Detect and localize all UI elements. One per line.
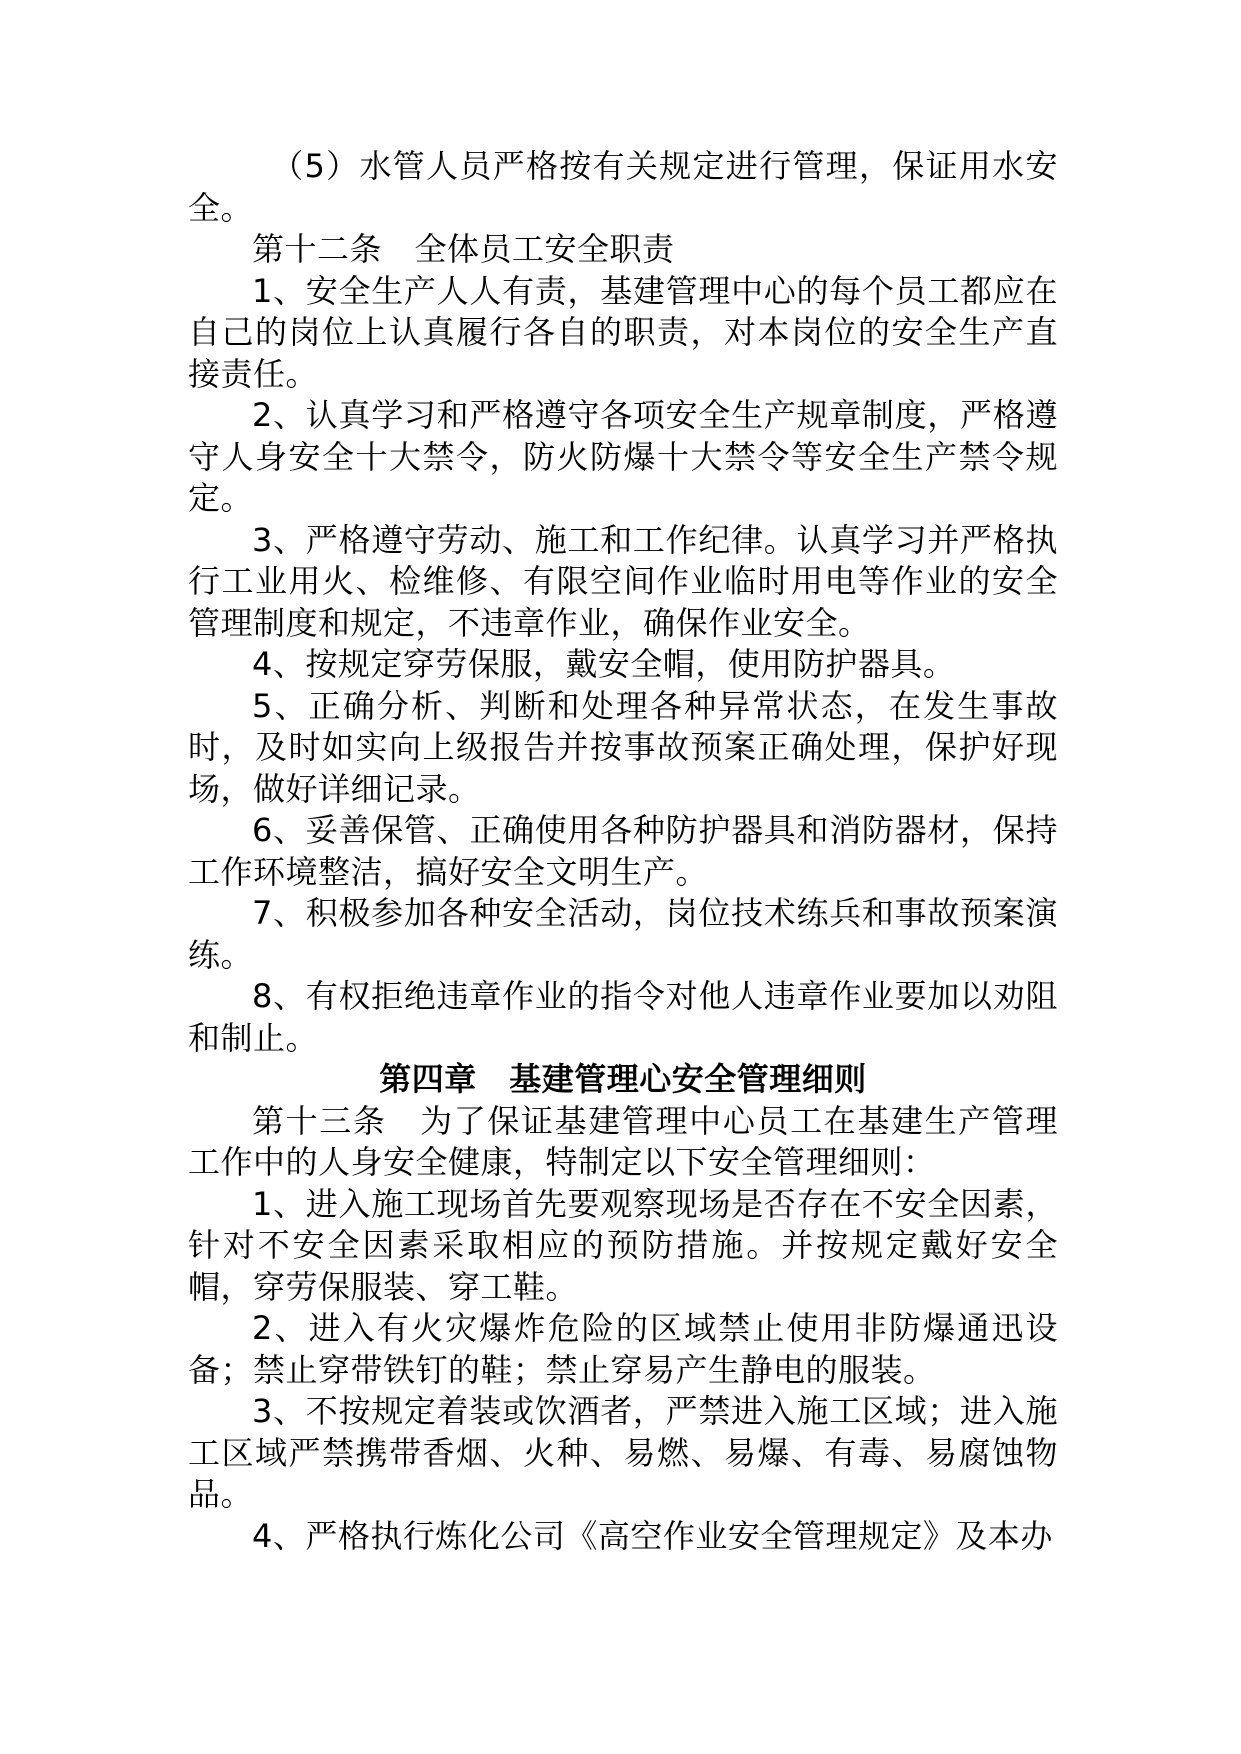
article-12-item-4: 4、按规定穿劳保服，戴安全帽，使用防护器具。	[252, 645, 956, 683]
article-13-intro: 第十三条 为了保证基建管理中心员工在基建生产管理工作中的人身安全健康，特制定以下安全管理细则：	[188, 1101, 1058, 1181]
article-12-item-6: 6、妥善保管、正确使用各种防护器具和消防器材，保持工作环境整洁，搞好安全文明生产。	[188, 811, 1058, 891]
article-12-title: 第十二条 全体员工安全职责	[252, 230, 675, 268]
article-13-item-1: 1、进入施工现场首先要观察现场是否存在不安全因素，针对不安全因素采取相应的预防措施。并按规定戴好安全帽，穿劳保服装、穿工鞋。	[188, 1184, 1058, 1306]
article-12-item-1: 1、安全生产人人有责，基建管理中心的每个员工都应在自己的岗位上认真履行各自的职责，对本岗位的安全生产直接责任。	[188, 271, 1058, 393]
article-12-item-3: 3、严格遵守劳动、施工和工作纪律。认真学习并严格执行工业用火、检维修、有限空间作业临时用电等作业的安全管理制度和规定，不违章作业，确保作业安全。	[188, 520, 1058, 642]
article-12-item-8: 8、有权拒绝违章作业的指令对他人违章作业要加以劝阻和制止。	[188, 977, 1058, 1057]
article-13-item-3: 3、不按规定着装或饮酒者，严禁进入施工区域；进入施工区域严禁携带香烟、火种、易燃、易爆、有毒、易腐蚀物品。	[188, 1392, 1058, 1513]
article-13-item-2: 2、进入有火灾爆炸危险的区域禁止使用非防爆通迅设备；禁止穿带铁钉的鞋；禁止穿易产生静电的服装。	[188, 1309, 1058, 1389]
article-13-item-4: 4、严格执行炼化公司《高空作业安全管理规定》及本办	[252, 1516, 1053, 1555]
article-12-item-5: 5、正确分析、判断和处理各种异常状态，在发生事故时，及时如实向上级报告并按事故预案正确处理，保护好现场，做好详细记录。	[188, 686, 1058, 808]
article-12-item-2: 2、认真学习和严格遵守各项安全生产规章制度，严格遵守人身安全十大禁令，防火防爆十大禁令等安全生产禁令规定。	[188, 396, 1058, 517]
paragraph-water-management: （5）水管人员严格按有关规定进行管理，保证用水安全。	[188, 147, 1058, 227]
chapter-4-heading: 第四章 基建管理心安全管理细则	[379, 1060, 867, 1098]
document-body	[188, 146, 1058, 1557]
article-12-item-7: 7、积极参加各种安全活动，岗位技术练兵和事故预案演练。	[188, 894, 1058, 974]
